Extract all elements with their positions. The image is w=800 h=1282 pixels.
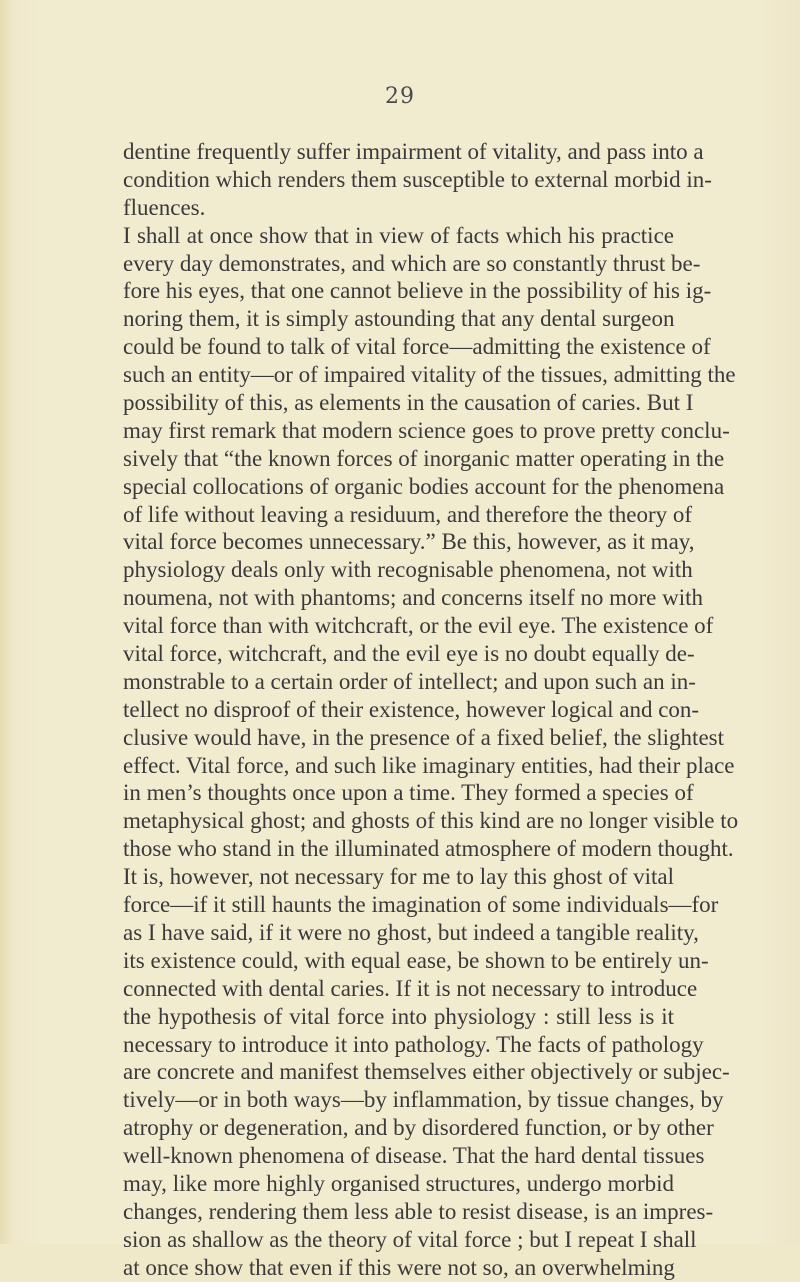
text-line: every day demonstrates, and which are so constantly thrust be- — [123, 250, 701, 276]
text-line: may first remark that modern science goes to prove pretty conclu- — [123, 417, 730, 443]
text-line: such an entity—or of impaired vitality of the tissues, admitting the — [123, 362, 736, 388]
text-line: could be found to talk of vital force—admitting the existence of — [123, 334, 711, 360]
text-line: its existence could, with equal ease, be shown to be entirely un- — [123, 947, 709, 973]
text-line: well-known phenomena of disease. That the hard dental tissues — [123, 1143, 705, 1169]
text-line: sion as shallow as the theory of vital force ; but I repeat I shall — [123, 1226, 697, 1252]
text-line: changes, rendering them less able to resist disease, is an impres- — [123, 1198, 714, 1224]
body-text — [123, 138, 739, 1282]
text-line: special collocations of organic bodies account for the phenomena — [123, 473, 725, 499]
text-line: dentine frequently suffer impairment of vitality, and pass into a — [123, 139, 704, 164]
text-line: are concrete and manifest themselves either objectively or subjec- — [123, 1059, 730, 1085]
text-line: necessary to introduce it into pathology. The facts of pathology — [123, 1031, 704, 1057]
text-line: tellect no disproof of their existence, however logical and con- — [123, 696, 700, 722]
text-line: force—if it still haunts the imagination of some individuals—for — [123, 892, 719, 918]
text-line: vital force becomes unnecessary.” Be this, however, as it may, — [123, 529, 695, 555]
text-line: sively that “the known forces of inorganic matter operating in the — [123, 445, 725, 471]
text-line: noumena, not with phantoms; and concerns itself no more with — [123, 585, 703, 611]
text-line: I shall at once show that in view of facts which his practice — [123, 222, 674, 248]
text-line: those who stand in the illuminated atmosphere of modern thought. — [123, 836, 734, 862]
text-line: vital force, witchcraft, and the evil eye is no doubt equally de- — [123, 641, 695, 667]
text-line: as I have said, if it were no ghost, but indeed a tangible reality, — [123, 919, 699, 945]
text-line: vital force than with witchcraft, or the evil eye. The existence of — [123, 613, 714, 639]
text-line: at once show that even if this were not so, an overwhelming — [123, 1254, 675, 1280]
text-line: of life without leaving a residuum, and therefore the theory of — [123, 501, 693, 527]
text-line: It is, however, not necessary for me to lay this ghost of vital — [123, 864, 674, 890]
text-line: monstrable to a certain order of intellect; and upon such an in- — [123, 668, 696, 694]
text-line: tively—or in both ways—by inflammation, by tissue changes, by — [123, 1087, 724, 1113]
text-line: metaphysical ghost; and ghosts of this kind are no longer visible to — [123, 808, 739, 834]
text-line: the hypothesis of vital force into physiology : still less is it — [123, 1003, 674, 1029]
text-line: fluences. — [123, 194, 206, 220]
text-line: noring them, it is simply astounding that any dental surgeon — [123, 306, 675, 332]
text-line: fore his eyes, that one cannot believe in the possibility of his ig- — [123, 278, 712, 304]
text-line: clusive would have, in the presence of a fixed belief, the slightest — [123, 724, 724, 750]
text-line: effect. Vital force, and such like imaginary entities, had their place — [123, 752, 735, 778]
text-line: possibility of this, as elements in the causation of caries. But I — [123, 390, 694, 416]
text-line: atrophy or degeneration, and by disordered function, or by other — [123, 1115, 714, 1141]
text-line: physiology deals only with recognisable phenomena, not with — [123, 557, 693, 583]
text-line: connected with dental caries. If it is not necessary to introduce — [123, 975, 698, 1001]
text-line: in men’s thoughts once upon a time. They formed a species of — [123, 780, 694, 806]
text-line: may, like more highly organised structures, undergo morbid — [123, 1170, 674, 1196]
page-number: 29 — [385, 84, 415, 109]
text-line: condition which renders them susceptible to external morbid in- — [123, 166, 712, 192]
